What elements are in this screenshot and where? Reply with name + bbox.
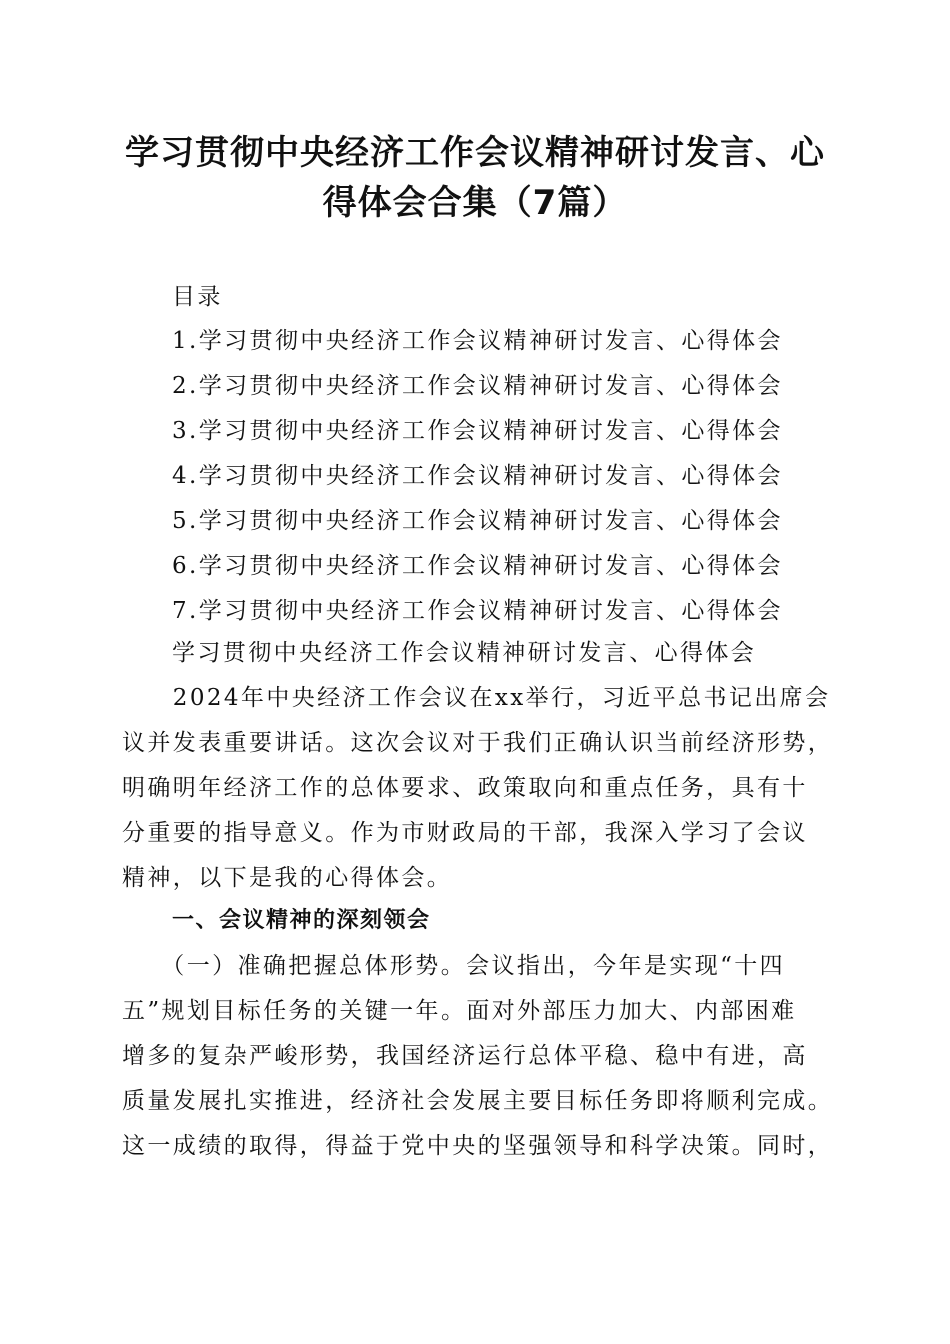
title-line-2: 得体会合集（7篇） bbox=[322, 183, 628, 223]
toc-label: 目录 bbox=[172, 284, 223, 310]
toc-item: 1.学习贯彻中央经济工作会议精神研讨发言、心得体会 bbox=[172, 328, 783, 354]
toc-item: 2.学习贯彻中央经济工作会议精神研讨发言、心得体会 bbox=[172, 373, 783, 399]
paragraph-line: 2024年中央经济工作会议在xx举行，习近平总书记出席会 bbox=[122, 685, 831, 711]
paragraph-line: 这一成绩的取得，得益于党中央的坚强领导和科学决策。同时， bbox=[122, 1133, 834, 1159]
paragraph-line: （一）准确把握总体形势。会议指出，今年是实现“十四 bbox=[122, 953, 786, 979]
paragraph-line: 议并发表重要讲话。这次会议对于我们正确认识当前经济形势， bbox=[122, 730, 834, 756]
table-of-contents bbox=[172, 326, 783, 641]
toc-item: 4.学习贯彻中央经济工作会议精神研讨发言、心得体会 bbox=[172, 463, 783, 489]
paragraph-intro bbox=[122, 683, 838, 908]
paragraph-line: 明确明年经济工作的总体要求、政策取向和重点任务，具有十 bbox=[122, 775, 808, 801]
toc-item: 5.学习贯彻中央经济工作会议精神研讨发言、心得体会 bbox=[172, 508, 783, 534]
toc-item: 3.学习贯彻中央经济工作会议精神研讨发言、心得体会 bbox=[172, 418, 783, 444]
paragraph-line: 分重要的指导意义。作为市财政局的干部，我深入学习了会议 bbox=[122, 820, 808, 846]
section-heading-1: 一、会议精神的深刻领会 bbox=[172, 908, 431, 933]
paragraph-line: 增多的复杂严峻形势，我国经济运行总体平稳、稳中有进，高 bbox=[122, 1043, 808, 1069]
section-title: 学习贯彻中央经济工作会议精神研讨发言、心得体会 bbox=[172, 640, 757, 666]
paragraph-line: 五”规划目标任务的关键一年。面对外部压力加大、内部困难 bbox=[122, 998, 797, 1024]
document-title bbox=[100, 128, 850, 228]
title-line-1: 学习贯彻中央经济工作会议精神研讨发言、心 bbox=[125, 133, 825, 173]
toc-item: 7.学习贯彻中央经济工作会议精神研讨发言、心得体会 bbox=[172, 598, 783, 624]
paragraph-line: 精神，以下是我的心得体会。 bbox=[122, 865, 453, 891]
paragraph-situation bbox=[122, 951, 838, 1176]
paragraph-line: 质量发展扎实推进，经济社会发展主要目标任务即将顺利完成。 bbox=[122, 1088, 834, 1114]
toc-item: 6.学习贯彻中央经济工作会议精神研讨发言、心得体会 bbox=[172, 553, 783, 579]
